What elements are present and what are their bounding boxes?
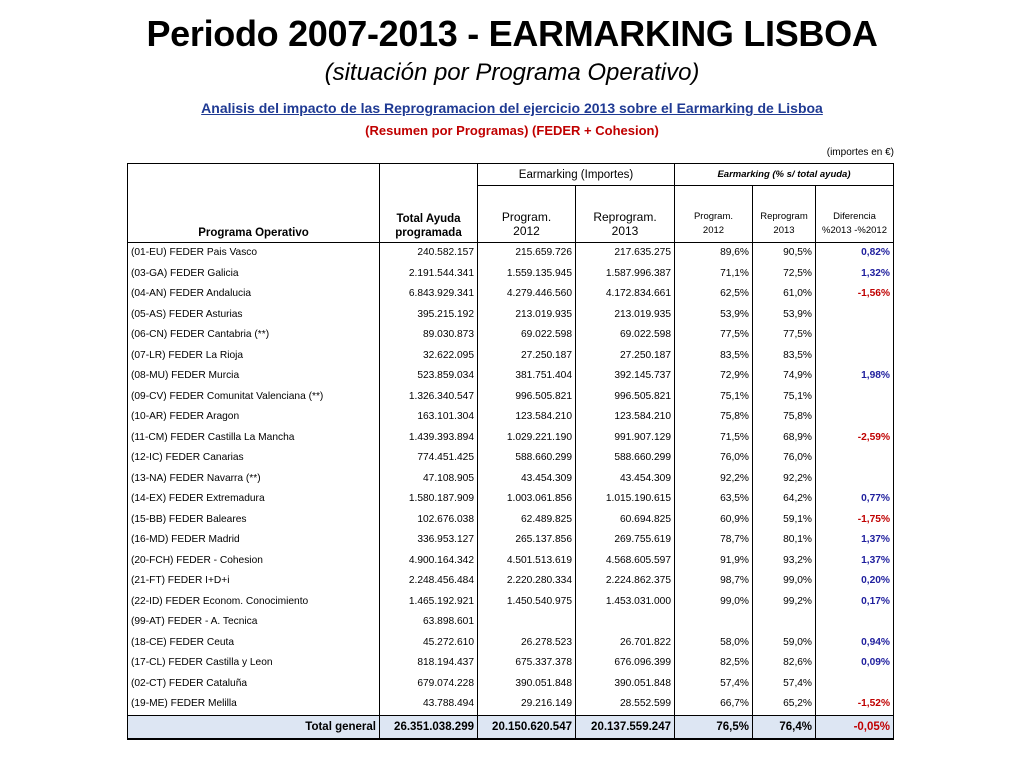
pct-reprogram-2013-cell: 57,4% [753, 674, 816, 695]
diferencia-cell [816, 448, 894, 469]
pct-program-2012-cell: 58,0% [675, 633, 753, 654]
program-2012-total-cell: 20.150.620.547 [478, 715, 576, 739]
table-row [128, 571, 894, 592]
pct-reprogram-2013-cell: 76,0% [753, 448, 816, 469]
analysis-heading: Analisis del impacto de las Reprogramacion del ejercicio 2013 sobre el Earmarking de Lisboa [201, 100, 823, 116]
program-name-cell: (06-CN) FEDER Cantabria (**) [128, 325, 380, 346]
reprogram-2013-cell [576, 612, 675, 633]
program-name-cell: (13-NA) FEDER Navarra (**) [128, 469, 380, 490]
total-ayuda-cell: 818.194.437 [380, 653, 478, 674]
pct-reprogram-2013-cell: 82,6% [753, 653, 816, 674]
header-row-1 [128, 164, 894, 186]
total-ayuda-cell: 6.843.929.341 [380, 284, 478, 305]
program-2012-cell: 215.659.726 [478, 243, 576, 264]
program-2012-cell: 4.501.513.619 [478, 551, 576, 572]
program-name-cell: (17-CL) FEDER Castilla y Leon [128, 653, 380, 674]
pct-program-2012-cell: 92,2% [675, 469, 753, 490]
pct-program-2012-cell: 71,5% [675, 428, 753, 449]
table-row [128, 325, 894, 346]
diferencia-cell: 1,32% [816, 264, 894, 285]
table-row [128, 428, 894, 449]
header-pct-program-line2: 2012 [702, 225, 725, 236]
diferencia-cell: 0,82% [816, 243, 894, 264]
reprogram-2013-cell: 676.096.399 [576, 653, 675, 674]
header-pct-reprogram-2013 [753, 186, 816, 243]
pct-reprogram-2013-cell: 64,2% [753, 489, 816, 510]
header-pct-reprogram-line1: Reprogram [760, 211, 808, 222]
pct-reprogram-2013-cell: 80,1% [753, 530, 816, 551]
program-name-cell: (18-CE) FEDER Ceuta [128, 633, 380, 654]
reprogram-2013-cell: 1.015.190.615 [576, 489, 675, 510]
reprogram-2013-cell: 28.552.599 [576, 694, 675, 715]
program-2012-cell: 588.660.299 [478, 448, 576, 469]
program-name-cell: (07-LR) FEDER La Rioja [128, 346, 380, 367]
diferencia-cell [816, 612, 894, 633]
diferencia-cell [816, 674, 894, 695]
pct-program-2012-cell [675, 612, 753, 633]
reprogram-2013-cell: 390.051.848 [576, 674, 675, 695]
program-2012-cell: 62.489.825 [478, 510, 576, 531]
reprogram-2013-cell: 269.755.619 [576, 530, 675, 551]
diferencia-cell: -2,59% [816, 428, 894, 449]
program-2012-cell: 123.584.210 [478, 407, 576, 428]
total-label-cell: Total general [128, 715, 380, 739]
program-2012-cell: 4.279.446.560 [478, 284, 576, 305]
pct-reprogram-2013-cell: 75,1% [753, 387, 816, 408]
total-ayuda-cell: 336.953.127 [380, 530, 478, 551]
diferencia-cell: 1,37% [816, 530, 894, 551]
header-pct-program-2012 [675, 186, 753, 243]
table-row [128, 653, 894, 674]
table-row [128, 264, 894, 285]
total-ayuda-cell: 45.272.610 [380, 633, 478, 654]
table-row [128, 284, 894, 305]
pct-reprogram-2013-total-cell: 76,4% [753, 715, 816, 739]
total-ayuda-cell: 395.215.192 [380, 305, 478, 326]
total-ayuda-cell: 4.900.164.342 [380, 551, 478, 572]
diferencia-cell [816, 469, 894, 490]
pct-reprogram-2013-cell: 93,2% [753, 551, 816, 572]
diferencia-cell: 0,77% [816, 489, 894, 510]
program-2012-cell: 26.278.523 [478, 633, 576, 654]
reprogram-2013-cell: 213.019.935 [576, 305, 675, 326]
program-name-cell: (20-FCH) FEDER - Cohesion [128, 551, 380, 572]
header-total-ayuda-line2: programada [395, 227, 462, 239]
program-name-cell: (15-BB) FEDER Baleares [128, 510, 380, 531]
header-pct-program-line1: Program. [693, 211, 734, 222]
total-ayuda-cell: 43.788.494 [380, 694, 478, 715]
program-name-cell: (11-CM) FEDER Castilla La Mancha [128, 428, 380, 449]
total-ayuda-cell: 1.326.340.547 [380, 387, 478, 408]
program-name-cell: (08-MU) FEDER Murcia [128, 366, 380, 387]
diferencia-cell: 0,94% [816, 633, 894, 654]
header-reprogram-2013 [576, 186, 675, 243]
table-row [128, 633, 894, 654]
program-2012-cell: 1.559.135.945 [478, 264, 576, 285]
program-2012-cell: 1.029.221.190 [478, 428, 576, 449]
diferencia-cell: 0,17% [816, 592, 894, 613]
pct-program-2012-cell: 75,8% [675, 407, 753, 428]
reprogram-2013-cell: 588.660.299 [576, 448, 675, 469]
total-ayuda-cell: 32.622.095 [380, 346, 478, 367]
total-ayuda-cell: 89.030.873 [380, 325, 478, 346]
total-ayuda-cell: 1.439.393.894 [380, 428, 478, 449]
program-2012-cell: 265.137.856 [478, 530, 576, 551]
total-ayuda-cell: 240.582.157 [380, 243, 478, 264]
reprogram-2013-cell: 69.022.598 [576, 325, 675, 346]
reprogram-2013-cell: 2.224.862.375 [576, 571, 675, 592]
program-2012-cell: 69.022.598 [478, 325, 576, 346]
program-name-cell: (01-EU) FEDER Pais Vasco [128, 243, 380, 264]
page-title: Periodo 2007-2013 - EARMARKING LISBOA [146, 13, 878, 54]
pct-program-2012-total-cell: 76,5% [675, 715, 753, 739]
pct-program-2012-cell: 62,5% [675, 284, 753, 305]
reprogram-2013-cell: 1.587.996.387 [576, 264, 675, 285]
total-ayuda-cell: 774.451.425 [380, 448, 478, 469]
pct-reprogram-2013-cell: 77,5% [753, 325, 816, 346]
table-row [128, 551, 894, 572]
diferencia-cell [816, 325, 894, 346]
diferencia-cell: 0,20% [816, 571, 894, 592]
total-ayuda-cell: 47.108.905 [380, 469, 478, 490]
table-row [128, 243, 894, 264]
reprogram-2013-cell: 4.568.605.597 [576, 551, 675, 572]
pct-program-2012-cell: 98,7% [675, 571, 753, 592]
pct-reprogram-2013-cell: 99,2% [753, 592, 816, 613]
table-row [128, 366, 894, 387]
pct-program-2012-cell: 66,7% [675, 694, 753, 715]
reprogram-2013-cell: 4.172.834.661 [576, 284, 675, 305]
reprogram-2013-cell: 392.145.737 [576, 366, 675, 387]
table-row [128, 448, 894, 469]
program-2012-cell: 1.450.540.975 [478, 592, 576, 613]
program-2012-cell: 29.216.149 [478, 694, 576, 715]
program-2012-cell [478, 612, 576, 633]
earmarking-table [127, 163, 894, 740]
diferencia-cell [816, 387, 894, 408]
header-reprogram-2013-line2: 2013 [611, 224, 639, 238]
reprogram-2013-cell: 996.505.821 [576, 387, 675, 408]
program-name-cell: (10-AR) FEDER Aragon [128, 407, 380, 428]
pct-program-2012-cell: 71,1% [675, 264, 753, 285]
header-total-ayuda [380, 164, 478, 243]
pct-reprogram-2013-cell: 83,5% [753, 346, 816, 367]
total-ayuda-cell: 2.191.544.341 [380, 264, 478, 285]
reprogram-2013-cell: 60.694.825 [576, 510, 675, 531]
pct-program-2012-cell: 91,9% [675, 551, 753, 572]
total-ayuda-cell: 1.580.187.909 [380, 489, 478, 510]
total-ayuda-cell: 63.898.601 [380, 612, 478, 633]
pct-program-2012-cell: 53,9% [675, 305, 753, 326]
program-name-cell: (04-AN) FEDER Andalucia [128, 284, 380, 305]
pct-program-2012-cell: 77,5% [675, 325, 753, 346]
diferencia-cell: -1,75% [816, 510, 894, 531]
diferencia-cell: 0,09% [816, 653, 894, 674]
program-name-cell: (05-AS) FEDER Asturias [128, 305, 380, 326]
resumen-heading: (Resumen por Programas) (FEDER + Cohesion) [365, 123, 659, 138]
diferencia-cell: -1,52% [816, 694, 894, 715]
pct-program-2012-cell: 82,5% [675, 653, 753, 674]
pct-reprogram-2013-cell: 90,5% [753, 243, 816, 264]
header-diferencia-line2: %2013 -%2012 [822, 225, 887, 236]
pct-reprogram-2013-cell: 59,1% [753, 510, 816, 531]
total-ayuda-total-cell: 26.351.038.299 [380, 715, 478, 739]
pct-program-2012-cell: 57,4% [675, 674, 753, 695]
reprogram-2013-cell: 43.454.309 [576, 469, 675, 490]
diferencia-total-cell: -0,05% [816, 715, 894, 739]
total-row [128, 715, 894, 739]
page-subtitle: (situación por Programa Operativo) [324, 59, 700, 86]
table-row [128, 346, 894, 367]
table-row [128, 407, 894, 428]
pct-program-2012-cell: 83,5% [675, 346, 753, 367]
header-program-2012-line1: Program. [501, 210, 552, 224]
total-ayuda-cell: 102.676.038 [380, 510, 478, 531]
reprogram-2013-cell: 26.701.822 [576, 633, 675, 654]
table-row [128, 694, 894, 715]
program-2012-cell: 1.003.061.856 [478, 489, 576, 510]
program-2012-cell: 381.751.404 [478, 366, 576, 387]
pct-reprogram-2013-cell: 99,0% [753, 571, 816, 592]
pct-program-2012-cell: 89,6% [675, 243, 753, 264]
program-2012-cell: 43.454.309 [478, 469, 576, 490]
pct-program-2012-cell: 72,9% [675, 366, 753, 387]
header-program-2012-line2: 2012 [513, 224, 540, 238]
table-row [128, 530, 894, 551]
pct-program-2012-cell: 60,9% [675, 510, 753, 531]
program-name-cell: (21-FT) FEDER I+D+i [128, 571, 380, 592]
pct-reprogram-2013-cell: 92,2% [753, 469, 816, 490]
program-2012-cell: 2.220.280.334 [478, 571, 576, 592]
reprogram-2013-cell: 991.907.129 [576, 428, 675, 449]
reprogram-2013-cell: 27.250.187 [576, 346, 675, 367]
pct-program-2012-cell: 75,1% [675, 387, 753, 408]
table-row [128, 592, 894, 613]
pct-program-2012-cell: 99,0% [675, 592, 753, 613]
program-name-cell: (19-ME) FEDER Melilla [128, 694, 380, 715]
pct-reprogram-2013-cell: 59,0% [753, 633, 816, 654]
total-ayuda-cell: 679.074.228 [380, 674, 478, 695]
pct-program-2012-cell: 76,0% [675, 448, 753, 469]
table-row [128, 305, 894, 326]
pct-reprogram-2013-cell: 74,9% [753, 366, 816, 387]
total-ayuda-cell: 523.859.034 [380, 366, 478, 387]
program-2012-cell: 213.019.935 [478, 305, 576, 326]
units-note: (importes en €) [826, 147, 894, 158]
pct-reprogram-2013-cell: 72,5% [753, 264, 816, 285]
table-row [128, 489, 894, 510]
header-pct-reprogram-line2: 2013 [773, 225, 795, 236]
total-ayuda-cell: 1.465.192.921 [380, 592, 478, 613]
reprogram-2013-cell: 217.635.275 [576, 243, 675, 264]
pct-reprogram-2013-cell: 75,8% [753, 407, 816, 428]
pct-reprogram-2013-cell [753, 612, 816, 633]
program-name-cell: (16-MD) FEDER Madrid [128, 530, 380, 551]
table-row [128, 469, 894, 490]
header-reprogram-2013-line1: Reprogram. [593, 210, 657, 224]
program-name-cell: (02-CT) FEDER Cataluña [128, 674, 380, 695]
program-2012-cell: 675.337.378 [478, 653, 576, 674]
header-programa: Programa Operativo [128, 164, 380, 243]
total-ayuda-cell: 163.101.304 [380, 407, 478, 428]
table-row [128, 510, 894, 531]
program-name-cell: (03-GA) FEDER Galicia [128, 264, 380, 285]
program-2012-cell: 390.051.848 [478, 674, 576, 695]
program-name-cell: (12-IC) FEDER Canarias [128, 448, 380, 469]
diferencia-cell: 1,98% [816, 366, 894, 387]
pct-program-2012-cell: 78,7% [675, 530, 753, 551]
table-row [128, 387, 894, 408]
diferencia-cell [816, 305, 894, 326]
reprogram-2013-cell: 1.453.031.000 [576, 592, 675, 613]
program-name-cell: (22-ID) FEDER Econom. Conocimiento [128, 592, 380, 613]
program-2012-cell: 996.505.821 [478, 387, 576, 408]
pct-reprogram-2013-cell: 68,9% [753, 428, 816, 449]
reprogram-2013-total-cell: 20.137.559.247 [576, 715, 675, 739]
pct-reprogram-2013-cell: 61,0% [753, 284, 816, 305]
pct-reprogram-2013-cell: 65,2% [753, 694, 816, 715]
reprogram-2013-cell: 123.584.210 [576, 407, 675, 428]
header-total-ayuda-line1: Total Ayuda [396, 213, 461, 225]
header-program-2012 [478, 186, 576, 243]
total-ayuda-cell: 2.248.456.484 [380, 571, 478, 592]
program-name-cell: (14-EX) FEDER Extremadura [128, 489, 380, 510]
diferencia-cell: 1,37% [816, 551, 894, 572]
pct-program-2012-cell: 63,5% [675, 489, 753, 510]
program-name-cell: (99-AT) FEDER - A. Tecnica [128, 612, 380, 633]
header-diferencia-line1: Diferencia [833, 211, 876, 222]
header-diferencia [816, 186, 894, 243]
header-earmarking-importes: Earmarking (Importes) [478, 164, 675, 186]
diferencia-cell: -1,56% [816, 284, 894, 305]
pct-reprogram-2013-cell: 53,9% [753, 305, 816, 326]
program-name-cell: (09-CV) FEDER Comunitat Valenciana (**) [128, 387, 380, 408]
program-2012-cell: 27.250.187 [478, 346, 576, 367]
diferencia-cell [816, 407, 894, 428]
header-earmarking-pct: Earmarking (% s/ total ayuda) [675, 164, 894, 186]
table-row [128, 674, 894, 695]
table-row [128, 612, 894, 633]
diferencia-cell [816, 346, 894, 367]
